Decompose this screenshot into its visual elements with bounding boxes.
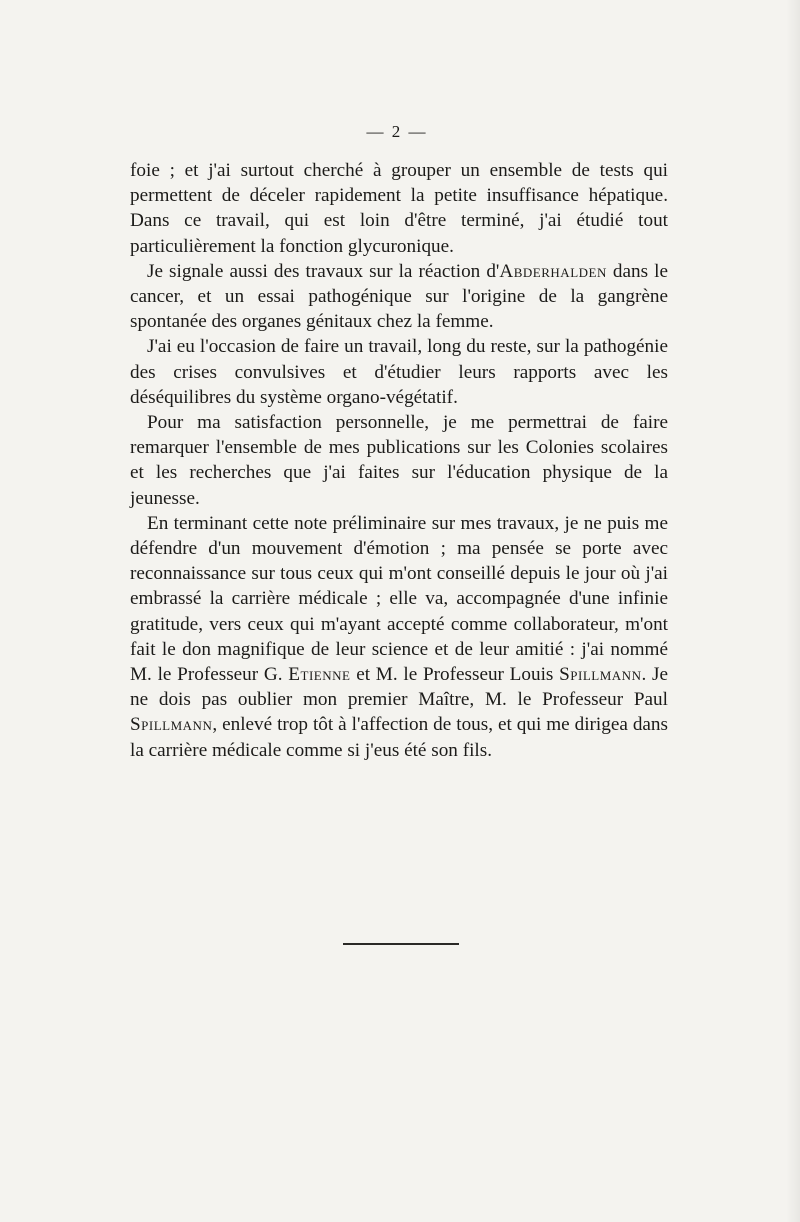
- text-run: foie ; et j'ai surtout cherché à grouper un ensemble de tests qui permettent de déceler rapidement la petite insuffisance hépatique. Dans ce travail, qui est loin d'être terminé, j'ai étudié tout particulièrement la fonction glycuronique.: [130, 160, 668, 257]
- body-text: [130, 158, 668, 763]
- text-run: J'ai eu l'occasion de faire un travail, long du reste, sur la pathogénie des crises convulsives et d'étudier leurs rapports avec les déséquilibres du système organo-végétatif.: [130, 336, 668, 408]
- end-rule: [343, 943, 459, 945]
- page-number: — 2 —: [366, 122, 428, 141]
- author-name: Abderhalden: [499, 260, 607, 282]
- paragraph: [130, 511, 668, 763]
- author-name: Etienne: [288, 664, 351, 686]
- author-name: Spillmann: [130, 714, 213, 736]
- text-run: . Je ne dois pas oublier mon premier Maître, M. le Professeur Paul: [130, 664, 668, 711]
- author-name: Spillmann: [559, 664, 642, 686]
- text-run: Je signale aussi des travaux sur la réaction d': [147, 260, 500, 282]
- paragraph: [130, 334, 668, 410]
- text-run: dans le cancer, et un essai pathogénique sur l'origine de la gangrène spontanée des organes génitaux chez la femme.: [130, 260, 668, 333]
- paragraph: [130, 410, 668, 511]
- paragraph: [130, 158, 668, 259]
- text-run: , enlevé trop tôt à l'affection de tous, et qui me dirigea dans la carrière médicale comme si j'eus été son fils.: [130, 714, 668, 761]
- text-run: et M. le Professeur Louis: [350, 664, 560, 686]
- text-run: Pour ma satisfaction personnelle, je me permettrai de faire remarquer l'ensemble de mes publications sur les Colonies scolaires et les recherches que j'ai faites sur l'éducation physique de la jeunesse.: [130, 412, 668, 509]
- text-run: En terminant cette note préliminaire sur mes travaux, je ne puis me défendre d'un mouvement d'émotion ; ma pensée se porte avec reconnaissance sur tous ceux qui m'ont conseillé depuis le jour où j'ai embrassé la carrière médicale ; elle va, accompagnée d'une infinie gratitude, vers ceux qui m'ayant accepté comme collaborateur, m'ont fait le don magnifique de leur science et de leur amitié : j'ai nommé M. le Professeur G.: [130, 512, 668, 686]
- page-edge-shadow: [786, 0, 800, 1222]
- paragraph: [130, 259, 668, 335]
